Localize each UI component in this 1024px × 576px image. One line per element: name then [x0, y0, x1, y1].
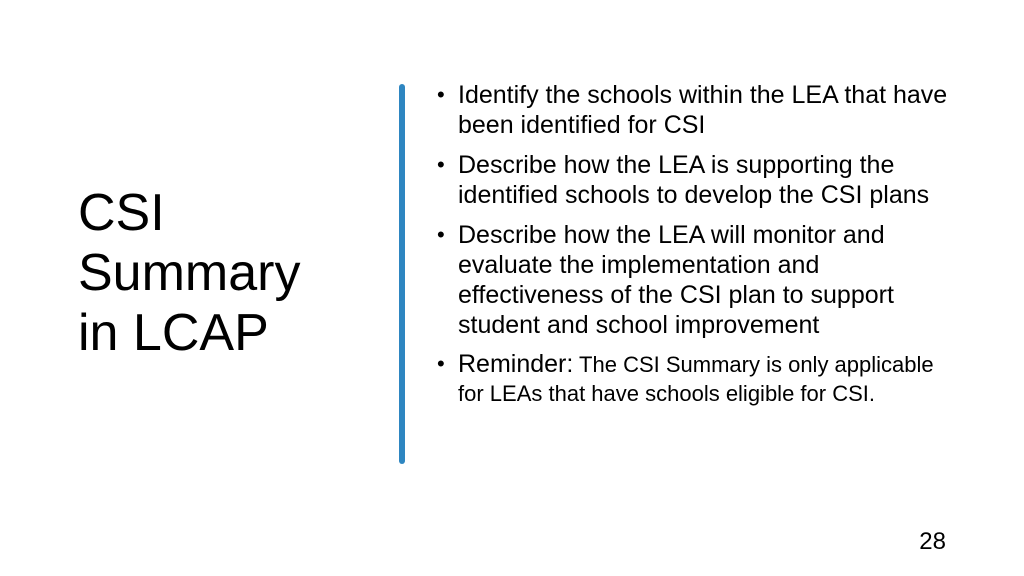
bullet-item: [437, 80, 957, 140]
bullet-marker: •: [437, 82, 445, 107]
page-number: 28: [919, 528, 946, 555]
title-line-1: CSI: [78, 184, 165, 242]
reminder-label: Reminder:: [458, 350, 574, 378]
bullet-text: Describe how the LEA will monitor and evaluate the implementation and effectiveness of the CSI plan to support student and school improvement: [458, 221, 894, 339]
bullet-marker: •: [437, 222, 445, 247]
bullet-marker: •: [437, 152, 445, 177]
reminder-text: The CSI Summary is only applicable for LEAs that have schools eligible for CSI.: [458, 352, 934, 406]
title-line-2: Summary: [78, 244, 301, 302]
vertical-divider: [399, 84, 405, 464]
bullet-marker: •: [437, 351, 445, 376]
bullet-text: Identify the schools within the LEA that have been identified for CSI: [458, 81, 948, 139]
bullet-text: Describe how the LEA is supporting the identified schools to develop the CSI plans: [458, 151, 930, 209]
bullet-list: [437, 80, 957, 418]
bullet-item: [437, 220, 957, 340]
title-line-3: in LCAP: [78, 304, 269, 362]
slide-title: [78, 183, 378, 363]
bullet-item: [437, 150, 957, 210]
reminder-item: [437, 350, 957, 408]
